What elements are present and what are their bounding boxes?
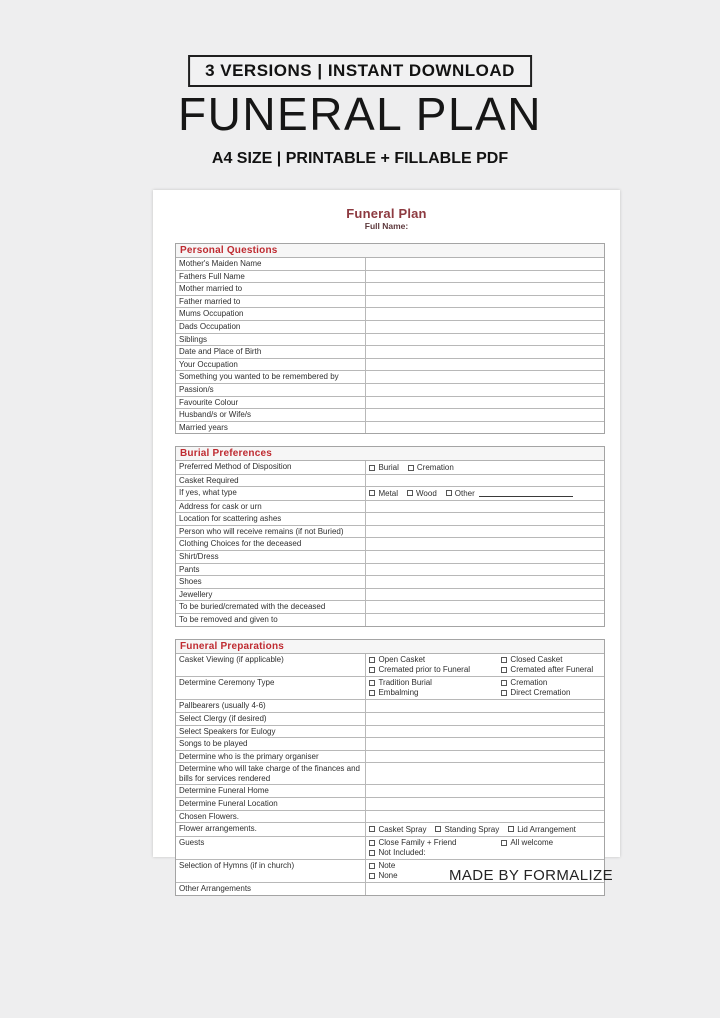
checkbox-icon[interactable] xyxy=(369,657,375,663)
row-label: Something you wanted to be remembered by xyxy=(176,371,366,383)
form-row xyxy=(176,589,604,602)
row-input-cell[interactable] xyxy=(366,296,604,308)
form-row xyxy=(176,359,604,372)
checkbox-label: Casket Spray xyxy=(378,824,427,834)
row-label: Songs to be played xyxy=(176,738,366,750)
checkbox-label: Closed Casket xyxy=(510,654,563,664)
row-label: Fathers Full Name xyxy=(176,271,366,283)
row-input-cell[interactable] xyxy=(366,751,604,763)
checkbox-label: Note xyxy=(378,861,396,871)
row-label: Determine who is the primary organiser xyxy=(176,751,366,763)
section-title: Burial Preferences xyxy=(176,447,604,461)
row-input-cell[interactable] xyxy=(366,475,604,487)
form-row xyxy=(176,751,604,764)
row-input-cell[interactable] xyxy=(366,321,604,333)
checkbox-option xyxy=(501,838,601,848)
row-label: If yes, what type xyxy=(176,487,366,499)
maker-credit: MADE BY FORMALIZE xyxy=(448,867,613,884)
row-label: To be removed and given to xyxy=(176,614,366,626)
checkbox-label: Cremation xyxy=(510,678,548,688)
form-row xyxy=(176,271,604,284)
option-line xyxy=(369,655,601,665)
row-label: Preferred Method of Disposition xyxy=(176,461,366,473)
checkbox-icon[interactable] xyxy=(369,490,375,496)
checkbox-option xyxy=(369,838,501,848)
form-row xyxy=(176,258,604,271)
form-row xyxy=(176,371,604,384)
row-label: Shirt/Dress xyxy=(176,551,366,563)
row-input-cell[interactable] xyxy=(366,334,604,346)
checkbox-icon[interactable] xyxy=(369,690,375,696)
form-row xyxy=(176,501,604,514)
option-line xyxy=(369,825,601,835)
option-line xyxy=(369,489,601,499)
row-input-cell[interactable] xyxy=(366,614,604,626)
row-input-cell[interactable] xyxy=(366,384,604,396)
row-label: Flower arrangements. xyxy=(176,823,366,835)
row-label: Determine Funeral Home xyxy=(176,785,366,797)
checkbox-icon[interactable] xyxy=(408,465,414,471)
row-input-cell[interactable] xyxy=(366,564,604,576)
option-line xyxy=(369,678,601,688)
form-row xyxy=(176,785,604,798)
checkbox-option xyxy=(501,688,601,698)
row-label: Determine Funeral Location xyxy=(176,798,366,810)
form-row xyxy=(176,538,604,551)
form-row xyxy=(176,837,604,860)
row-input-cell[interactable] xyxy=(366,346,604,358)
checkbox-label: Embalming xyxy=(378,688,419,698)
row-label: Other Arrangements xyxy=(176,883,366,895)
checkbox-icon[interactable] xyxy=(501,667,507,673)
checkbox-option xyxy=(369,463,398,473)
form-section xyxy=(175,243,605,434)
checkbox-option xyxy=(369,825,426,835)
form-row xyxy=(176,409,604,422)
checkbox-label: Open Casket xyxy=(378,654,426,664)
row-label: Married years xyxy=(176,422,366,434)
row-input-cell[interactable] xyxy=(366,601,604,613)
row-label: Determine Ceremony Type xyxy=(176,677,366,699)
checkbox-label: Burial xyxy=(378,462,399,472)
row-input-cell[interactable] xyxy=(366,409,604,421)
row-input-cell[interactable] xyxy=(366,487,604,499)
row-input-cell[interactable] xyxy=(366,811,604,823)
row-input-cell[interactable] xyxy=(366,677,604,699)
row-label: Pallbearers (usually 4-6) xyxy=(176,700,366,712)
form-row xyxy=(176,513,604,526)
checkbox-option xyxy=(508,825,576,835)
checkbox-option xyxy=(446,489,573,499)
checkbox-option xyxy=(369,688,501,698)
row-input-cell[interactable] xyxy=(366,785,604,797)
form-row xyxy=(176,475,604,488)
row-input-cell[interactable] xyxy=(366,576,604,588)
row-input-cell[interactable] xyxy=(366,258,604,270)
form-row xyxy=(176,738,604,751)
form-row xyxy=(176,654,604,677)
row-label: Clothing Choices for the deceased xyxy=(176,538,366,550)
row-input-cell[interactable] xyxy=(366,526,604,538)
form-row xyxy=(176,308,604,321)
row-label: Jewellery xyxy=(176,589,366,601)
row-input-cell[interactable] xyxy=(366,501,604,513)
checkbox-icon[interactable] xyxy=(435,826,441,832)
row-input-cell[interactable] xyxy=(366,883,604,895)
form-row xyxy=(176,397,604,410)
checkbox-icon[interactable] xyxy=(369,826,375,832)
option-line xyxy=(369,688,601,698)
form-row xyxy=(176,713,604,726)
form-row xyxy=(176,823,604,836)
full-name-label: Full Name: xyxy=(364,221,409,231)
row-label: Pants xyxy=(176,564,366,576)
checkbox-label: Not Included: xyxy=(378,848,426,857)
row-label: Chosen Flowers. xyxy=(176,811,366,823)
form-row xyxy=(176,321,604,334)
checkbox-option xyxy=(407,489,437,499)
checkbox-icon[interactable] xyxy=(501,680,507,686)
form-row xyxy=(176,564,604,577)
row-label: Your Occupation xyxy=(176,359,366,371)
form-sections xyxy=(175,243,605,896)
row-label: Select Clergy (if desired) xyxy=(176,713,366,725)
checkbox-icon[interactable] xyxy=(369,840,375,846)
row-input-cell[interactable] xyxy=(366,397,604,409)
row-label: Location for scattering ashes xyxy=(176,513,366,525)
row-input-cell[interactable] xyxy=(366,823,604,835)
row-input-cell[interactable] xyxy=(366,726,604,738)
row-input-cell[interactable] xyxy=(366,538,604,550)
checkbox-option xyxy=(369,848,501,858)
checkbox-label: Tradition Burial xyxy=(378,678,432,688)
checkbox-option xyxy=(369,655,501,665)
checkbox-label: Wood xyxy=(416,488,437,498)
checkbox-label: Lid Arrangement xyxy=(517,824,576,834)
row-label: Select Speakers for Eulogy xyxy=(176,726,366,738)
row-input-cell[interactable] xyxy=(366,713,604,725)
checkbox-icon[interactable] xyxy=(369,667,375,673)
checkbox-label: Close Family + Friend xyxy=(378,838,457,848)
row-input-cell[interactable] xyxy=(366,798,604,810)
option-line xyxy=(369,848,601,858)
row-label: Selection of Hymns (if in church) xyxy=(176,860,366,882)
checkbox-label: Other xyxy=(454,488,475,498)
checkbox-icon[interactable] xyxy=(369,465,375,471)
row-input-cell[interactable] xyxy=(366,513,604,525)
row-label: Mums Occupation xyxy=(176,308,366,320)
checkbox-option xyxy=(501,655,601,665)
row-label: Siblings xyxy=(176,334,366,346)
checkbox-icon[interactable] xyxy=(501,840,507,846)
row-input-cell[interactable] xyxy=(366,422,604,434)
form-row xyxy=(176,883,604,895)
checkbox-label: All welcome xyxy=(510,838,554,848)
checkbox-option xyxy=(501,665,601,675)
form-row xyxy=(176,296,604,309)
form-row xyxy=(176,422,604,434)
form-section xyxy=(175,639,605,896)
row-label: Father married to xyxy=(176,296,366,308)
form-title: Funeral Plan xyxy=(346,206,427,221)
checkbox-label: Direct Cremation xyxy=(510,688,571,698)
checkbox-icon[interactable] xyxy=(407,490,413,496)
checkbox-label: Cremation xyxy=(416,462,454,472)
form-row xyxy=(176,763,604,785)
checkbox-icon[interactable] xyxy=(501,657,507,663)
page-subtitle: A4 SIZE | PRINTABLE + FILLABLE PDF xyxy=(211,150,509,167)
row-label: Passion/s xyxy=(176,384,366,396)
checkbox-label: Cremated after Funeral xyxy=(510,664,594,674)
row-input-cell[interactable] xyxy=(366,461,604,473)
row-input-cell[interactable] xyxy=(366,763,604,784)
option-line xyxy=(369,463,601,473)
checkbox-option xyxy=(435,825,499,835)
row-input-cell[interactable] xyxy=(366,654,604,676)
row-input-cell[interactable] xyxy=(366,283,604,295)
row-input-cell[interactable] xyxy=(366,308,604,320)
row-input-cell[interactable] xyxy=(366,271,604,283)
row-label: Address for cask or urn xyxy=(176,501,366,513)
checkbox-icon[interactable] xyxy=(501,690,507,696)
form-row xyxy=(176,283,604,296)
checkbox-icon[interactable] xyxy=(508,826,514,832)
form-row xyxy=(176,346,604,359)
section-title: Personal Questions xyxy=(176,244,604,258)
checkbox-label: None xyxy=(378,871,398,881)
checkbox-option xyxy=(369,665,501,675)
row-label: Husband/s or Wife/s xyxy=(176,409,366,421)
row-label: Casket Viewing (if applicable) xyxy=(176,654,366,676)
row-input-cell[interactable] xyxy=(366,551,604,563)
checkbox-label: Cremated prior to Funeral xyxy=(378,664,471,674)
row-label: Casket Required xyxy=(176,475,366,487)
row-label: Shoes xyxy=(176,576,366,588)
row-label: Guests xyxy=(176,837,366,859)
form-row xyxy=(176,811,604,824)
checkbox-label: Standing Spray xyxy=(444,824,500,834)
page-title: FUNERAL PLAN xyxy=(178,88,542,140)
row-label: Favourite Colour xyxy=(176,397,366,409)
row-input-cell[interactable] xyxy=(366,700,604,712)
checkbox-option xyxy=(501,678,601,688)
row-label: Mother married to xyxy=(176,283,366,295)
form-row xyxy=(176,384,604,397)
form-section xyxy=(175,446,605,626)
form-row xyxy=(176,334,604,347)
form-row xyxy=(176,576,604,589)
checkbox-option xyxy=(369,489,398,499)
form-row xyxy=(176,601,604,614)
form-row xyxy=(176,487,604,500)
form-row xyxy=(176,614,604,626)
section-title: Funeral Preparations xyxy=(176,640,604,654)
option-line xyxy=(369,838,601,848)
form-row xyxy=(176,526,604,539)
form-row xyxy=(176,677,604,700)
versions-badge: 3 VERSIONS | INSTANT DOWNLOAD xyxy=(188,55,532,87)
checkbox-option xyxy=(408,463,454,473)
form-row xyxy=(176,798,604,811)
checkbox-icon[interactable] xyxy=(369,680,375,686)
form-row xyxy=(176,726,604,739)
form-row xyxy=(176,551,604,564)
row-input-cell[interactable] xyxy=(366,359,604,371)
form-row xyxy=(176,461,604,474)
form-row xyxy=(176,700,604,713)
row-label: Dads Occupation xyxy=(176,321,366,333)
option-line xyxy=(369,665,601,675)
checkbox-label: Metal xyxy=(378,488,399,498)
checkbox-icon[interactable] xyxy=(446,490,452,496)
row-label: Determine who will take charge of the finances and bills for services rendered xyxy=(176,763,366,784)
checkbox-option xyxy=(369,678,501,688)
row-label: Date and Place of Birth xyxy=(176,346,366,358)
row-input-cell[interactable] xyxy=(366,371,604,383)
row-input-cell[interactable] xyxy=(366,738,604,750)
row-input-cell[interactable] xyxy=(366,589,604,601)
fill-in-line[interactable] xyxy=(479,490,573,497)
row-label: Person who will receive remains (if not Buried) xyxy=(176,526,366,538)
row-label: To be buried/cremated with the deceased xyxy=(176,601,366,613)
row-label: Mother's Maiden Name xyxy=(176,258,366,270)
checkbox-icon[interactable] xyxy=(369,850,375,856)
row-input-cell[interactable] xyxy=(366,837,604,859)
